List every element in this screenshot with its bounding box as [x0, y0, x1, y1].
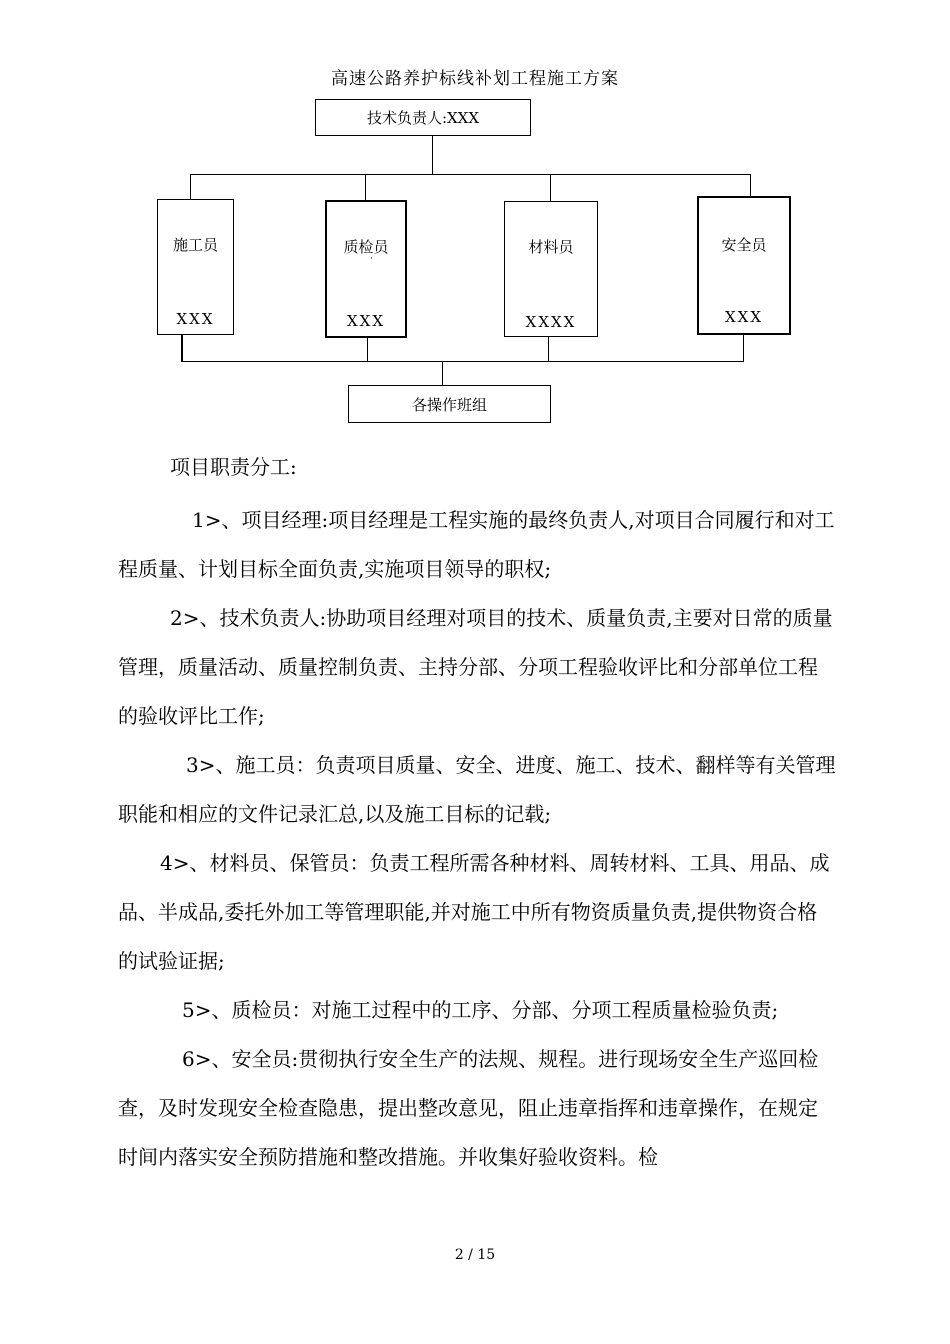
role-box-construction — [157, 199, 234, 335]
paragraph-quality-inspector: 5>、质检员：对施工过程中的工序、分部、分项工程质量检验负责; — [182, 998, 779, 1022]
role-box-safety — [697, 196, 791, 335]
connector-line — [190, 174, 191, 199]
role-name: 安全员 — [721, 236, 767, 254]
role-box-quality — [325, 200, 407, 338]
connector-line — [750, 174, 751, 197]
connector-line — [190, 174, 751, 175]
connector-line — [743, 335, 744, 361]
paragraph-materials-officer: 4>、材料员、保管员：负责工程所需各种材料、周转材料、工具、用品、成品、半成品,委托外加工等管理职能,并对施工中所有物资质量负责,提供物资合格的试验证据; — [118, 851, 830, 973]
connector-line — [365, 174, 366, 200]
connector-line — [550, 174, 551, 201]
section-heading: 项目职责分工: — [170, 455, 297, 479]
role-name: 材料员 — [528, 238, 574, 256]
connector-line — [548, 337, 549, 361]
document-title: 高速公路养护标线补划工程施工方案 — [331, 69, 619, 89]
connector-line — [442, 361, 443, 385]
role-person: XXX — [346, 312, 386, 330]
role-person: XXX — [724, 308, 764, 326]
role-box-materials — [504, 201, 598, 337]
org-chart-bottom-label: 各操作班组 — [411, 395, 487, 414]
stray-mark: · — [370, 254, 373, 264]
org-chart-bottom-box — [348, 385, 551, 423]
connector-line — [367, 338, 368, 361]
role-name: 质检员 — [343, 238, 389, 256]
org-chart-top-box — [315, 99, 531, 136]
paragraph-construction-officer: 3>、施工员：负责项目质量、安全、进度、施工、技术、翻样等有关管理职能和相应的文件记录汇总,以及施工目标的记载; — [118, 753, 836, 826]
paragraph-technical-lead: 2>、技术负责人:协助项目经理对项目的技术、质量负责,主要对日常的质量管理，质量活动、质量控制负责、主持分部、分项工程验收评比和分部单位工程的验收评比工作; — [118, 606, 833, 728]
paragraph-safety-officer: 6>、安全员:贯彻执行安全生产的法规、规程。进行现场安全生产巡回检查，及时发现安全检查隐患，提出整改意见，阻止违章指挥和违章操作，在规定时间内落实安全预防措施和整改措施。并收集好验收资料。检 — [118, 1047, 819, 1169]
role-person: XXXX — [525, 313, 577, 331]
connector-line — [432, 136, 433, 174]
role-person: XXX — [176, 310, 215, 328]
connector-line — [181, 335, 183, 361]
page-number: 2 / 15 — [454, 1247, 496, 1263]
paragraph-project-manager: 1>、项目经理:项目经理是工程实施的最终负责人,对项目合同履行和对工程质量、计划目标全面负责,实施项目领导的职权; — [118, 508, 835, 581]
connector-line — [181, 361, 744, 362]
org-chart-top-label: 技术负责人:XXX — [366, 109, 480, 127]
role-name: 施工员 — [172, 236, 218, 254]
